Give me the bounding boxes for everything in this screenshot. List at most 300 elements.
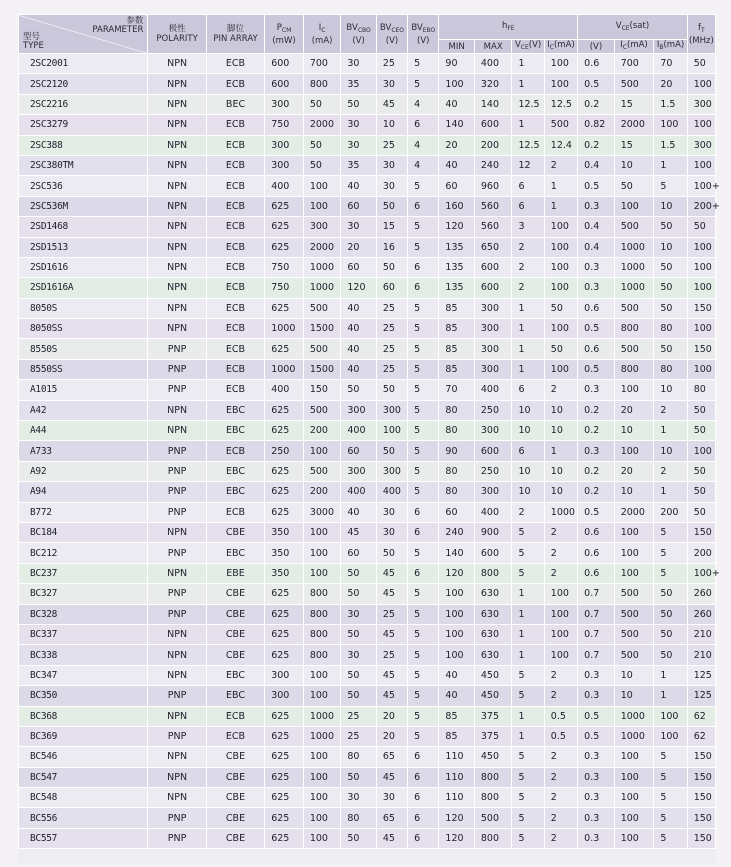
cell-sat-ib: 100	[654, 115, 687, 135]
cell-hfe-ic: 100	[544, 74, 577, 94]
cell-bvcbo: 60	[341, 441, 376, 461]
cell-bvcbo: 45	[341, 522, 376, 542]
cell-ic: 100	[303, 196, 341, 216]
cell-pin-array: ECB	[206, 726, 264, 746]
header-hfe-vce: $V_{CE}(V)$	[512, 40, 544, 54]
cell-ic: 150	[303, 380, 341, 400]
cell-bvcbo: 40	[341, 339, 376, 359]
cell-polarity: NPN	[148, 196, 206, 216]
cell-polarity: NPN	[148, 237, 206, 257]
cell-vce-sat: 0.2	[578, 421, 615, 441]
cell-bvebo: 6	[408, 522, 439, 542]
cell-pcm: 625	[265, 747, 304, 767]
cell-type: 2SC2120	[19, 74, 148, 94]
cell-hfe-min: 90	[439, 441, 474, 461]
cell-type: BC556	[19, 808, 148, 828]
cell-bvcbo: 400	[341, 421, 376, 441]
cell-pcm: 250	[265, 441, 304, 461]
cell-sat-ic: 1000	[614, 278, 654, 298]
header-polarity: 极性 POLARITY	[148, 15, 206, 54]
cell-ic: 50	[303, 155, 341, 175]
cell-sat-ib: 10	[654, 237, 687, 257]
cell-sat-ib: 50	[654, 339, 687, 359]
cell-bvcbo: 30	[341, 604, 376, 624]
cell-hfe-max: 650	[474, 237, 512, 257]
cell-bvceo: 30	[376, 522, 407, 542]
cell-vce-sat: 0.2	[578, 400, 615, 420]
cell-bvebo: 5	[408, 645, 439, 665]
cell-vce-sat: 0.3	[578, 380, 615, 400]
cell-sat-ib: 5	[654, 788, 687, 808]
cell-hfe-max: 140	[474, 94, 512, 114]
cell-sat-ib: 5	[654, 808, 687, 828]
cell-ft: 150	[687, 298, 715, 318]
table-row	[19, 237, 716, 257]
cell-bvcbo: 60	[341, 196, 376, 216]
header-pin-array: 脚位 PIN ARRAY	[206, 15, 264, 54]
cell-pin-array: EBC	[206, 665, 264, 685]
cell-bvcbo: 40	[341, 298, 376, 318]
cell-vce-sat: 0.4	[578, 237, 615, 257]
cell-bvebo: 6	[408, 788, 439, 808]
cell-type: A44	[19, 421, 148, 441]
cell-sat-ic: 50	[614, 176, 654, 196]
cell-pcm: 625	[265, 196, 304, 216]
cell-ic: 800	[303, 645, 341, 665]
cell-type: 2SC536M	[19, 196, 148, 216]
cell-hfe-vce: 5	[512, 543, 544, 563]
cell-sat-ic: 800	[614, 359, 654, 379]
cell-vce-sat: 0.6	[578, 54, 615, 74]
cell-ic: 1000	[303, 257, 341, 277]
cell-pcm: 750	[265, 115, 304, 135]
cell-hfe-ic: 2	[544, 155, 577, 175]
cell-vce-sat: 0.82	[578, 115, 615, 135]
cell-sat-ic: 1000	[614, 706, 654, 726]
cell-pcm: 600	[265, 74, 304, 94]
cell-bvebo: 5	[408, 461, 439, 481]
cell-pcm: 350	[265, 522, 304, 542]
cell-vce-sat: 0.6	[578, 543, 615, 563]
cell-bvebo: 6	[408, 257, 439, 277]
cell-hfe-vce: 5	[512, 808, 544, 828]
cell-hfe-max: 600	[474, 115, 512, 135]
cell-type: 2SC536	[19, 176, 148, 196]
cell-bvcbo: 25	[341, 726, 376, 746]
cell-sat-ic: 800	[614, 319, 654, 339]
table-row	[19, 217, 716, 237]
cell-bvebo: 6	[408, 563, 439, 583]
cell-vce-sat: 0.3	[578, 788, 615, 808]
cell-bvebo: 6	[408, 747, 439, 767]
cell-pcm: 625	[265, 421, 304, 441]
cell-ic: 50	[303, 135, 341, 155]
cell-hfe-vce: 1	[512, 726, 544, 746]
cell-polarity: PNP	[148, 686, 206, 706]
cell-type: B772	[19, 502, 148, 522]
cell-pcm: 625	[265, 237, 304, 257]
cell-hfe-ic: 100	[544, 645, 577, 665]
cell-ft: 150	[687, 828, 715, 848]
cell-hfe-vce: 12.5	[512, 94, 544, 114]
cell-hfe-vce: 5	[512, 686, 544, 706]
cell-ic: 3000	[303, 502, 341, 522]
cell-bvcbo: 50	[341, 828, 376, 848]
cell-hfe-ic: 2	[544, 543, 577, 563]
cell-bvceo: 50	[376, 441, 407, 461]
cell-bvebo: 4	[408, 155, 439, 175]
cell-hfe-max: 300	[474, 421, 512, 441]
cell-sat-ic: 500	[614, 624, 654, 644]
cell-type: BC184	[19, 522, 148, 542]
cell-type: A733	[19, 441, 148, 461]
cell-hfe-vce: 6	[512, 441, 544, 461]
cell-hfe-vce: 1	[512, 584, 544, 604]
cell-bvceo: 25	[376, 339, 407, 359]
cell-vce-sat: 0.5	[578, 502, 615, 522]
cell-hfe-vce: 1	[512, 604, 544, 624]
cell-polarity: NPN	[148, 135, 206, 155]
cell-bvceo: 30	[376, 788, 407, 808]
table-row	[19, 788, 716, 808]
cell-hfe-min: 120	[439, 217, 474, 237]
cell-hfe-ic: 1000	[544, 502, 577, 522]
table-row	[19, 115, 716, 135]
cell-bvcbo: 40	[341, 319, 376, 339]
cell-sat-ib: 50	[654, 217, 687, 237]
cell-pcm: 625	[265, 604, 304, 624]
cell-bvcbo: 20	[341, 237, 376, 257]
cell-pin-array: ECB	[206, 135, 264, 155]
cell-vce-sat: 0.7	[578, 584, 615, 604]
cell-pcm: 750	[265, 278, 304, 298]
cell-sat-ic: 10	[614, 686, 654, 706]
cell-bvceo: 25	[376, 319, 407, 339]
cell-hfe-vce: 5	[512, 522, 544, 542]
cell-hfe-ic: 12.5	[544, 94, 577, 114]
cell-hfe-ic: 2	[544, 563, 577, 583]
cell-bvcbo: 50	[341, 624, 376, 644]
cell-sat-ic: 1000	[614, 237, 654, 257]
cell-ft: 260	[687, 604, 715, 624]
cell-hfe-ic: 2	[544, 767, 577, 787]
cell-ic: 2000	[303, 115, 341, 135]
cell-type: BC557	[19, 828, 148, 848]
cell-pcm: 400	[265, 380, 304, 400]
cell-hfe-ic: 50	[544, 339, 577, 359]
cell-vce-sat: 0.6	[578, 563, 615, 583]
cell-ft: 150	[687, 788, 715, 808]
cell-hfe-min: 140	[439, 115, 474, 135]
cell-bvcbo: 35	[341, 155, 376, 175]
cell-polarity: NPN	[148, 155, 206, 175]
cell-hfe-vce: 1	[512, 339, 544, 359]
cell-pin-array: ECB	[206, 155, 264, 175]
cell-sat-ic: 100	[614, 196, 654, 216]
header-type-cn: 型号	[23, 32, 41, 42]
cell-sat-ib: 10	[654, 380, 687, 400]
cell-bvceo: 25	[376, 135, 407, 155]
cell-sat-ic: 100	[614, 788, 654, 808]
cell-sat-ib: 1	[654, 686, 687, 706]
cell-sat-ic: 10	[614, 665, 654, 685]
cell-bvcbo: 30	[341, 645, 376, 665]
cell-sat-ib: 20	[654, 74, 687, 94]
cell-bvcbo: 50	[341, 767, 376, 787]
cell-hfe-max: 300	[474, 359, 512, 379]
cell-hfe-max: 400	[474, 502, 512, 522]
cell-type: BC548	[19, 788, 148, 808]
cell-pcm: 300	[265, 665, 304, 685]
cell-pcm: 600	[265, 54, 304, 74]
cell-sat-ic: 1000	[614, 257, 654, 277]
cell-sat-ic: 15	[614, 135, 654, 155]
cell-type: 2SD1616A	[19, 278, 148, 298]
table-row	[19, 135, 716, 155]
cell-bvebo: 5	[408, 359, 439, 379]
cell-polarity: NPN	[148, 767, 206, 787]
cell-polarity: NPN	[148, 94, 206, 114]
cell-hfe-min: 100	[439, 624, 474, 644]
cell-ft: 50	[687, 461, 715, 481]
cell-ft: 100	[687, 319, 715, 339]
cell-bvceo: 50	[376, 196, 407, 216]
cell-sat-ib: 50	[654, 257, 687, 277]
cell-type: 8550S	[19, 339, 148, 359]
cell-hfe-vce: 10	[512, 421, 544, 441]
cell-ic: 100	[303, 767, 341, 787]
cell-hfe-min: 70	[439, 380, 474, 400]
cell-bvcbo: 80	[341, 747, 376, 767]
cell-bvceo: 65	[376, 808, 407, 828]
cell-hfe-min: 85	[439, 706, 474, 726]
table-row	[19, 278, 716, 298]
cell-hfe-ic: 2	[544, 380, 577, 400]
table-row	[19, 522, 716, 542]
table-row	[19, 563, 716, 583]
cell-vce-sat: 0.7	[578, 624, 615, 644]
cell-type: BC327	[19, 584, 148, 604]
cell-pcm: 625	[265, 584, 304, 604]
cell-hfe-ic: 100	[544, 604, 577, 624]
cell-polarity: PNP	[148, 726, 206, 746]
cell-ic: 2000	[303, 237, 341, 257]
cell-sat-ic: 10	[614, 482, 654, 502]
cell-ft: 62	[687, 706, 715, 726]
cell-hfe-vce: 10	[512, 461, 544, 481]
cell-hfe-vce: 5	[512, 747, 544, 767]
cell-hfe-vce: 12.5	[512, 135, 544, 155]
cell-bvebo: 5	[408, 237, 439, 257]
cell-hfe-vce: 5	[512, 828, 544, 848]
table-row	[19, 54, 716, 74]
cell-ft: 50	[687, 502, 715, 522]
table-row	[19, 339, 716, 359]
cell-vce-sat: 0.6	[578, 298, 615, 318]
cell-polarity: PNP	[148, 604, 206, 624]
cell-ft: 100+	[687, 563, 715, 583]
cell-pcm: 750	[265, 257, 304, 277]
cell-sat-ic: 20	[614, 400, 654, 420]
cell-pcm: 1000	[265, 359, 304, 379]
cell-bvceo: 45	[376, 665, 407, 685]
table-row	[19, 74, 716, 94]
cell-sat-ib: 1	[654, 421, 687, 441]
header-param-en: PARAMETER	[92, 25, 144, 35]
cell-pin-array: ECB	[206, 257, 264, 277]
cell-hfe-min: 160	[439, 196, 474, 216]
cell-pin-array: ECB	[206, 278, 264, 298]
header-sat-v: (V)	[578, 40, 615, 54]
cell-ft: 150	[687, 808, 715, 828]
cell-ft: 210	[687, 645, 715, 665]
header-bvebo: $BV_{EBO}$ (V)	[408, 15, 439, 54]
cell-hfe-vce: 2	[512, 257, 544, 277]
cell-type: 2SC2216	[19, 94, 148, 114]
cell-ft: 100+	[687, 176, 715, 196]
cell-type: 8050SS	[19, 319, 148, 339]
cell-ft: 100	[687, 359, 715, 379]
cell-vce-sat: 0.3	[578, 828, 615, 848]
cell-bvebo: 5	[408, 543, 439, 563]
cell-bvcbo: 50	[341, 94, 376, 114]
table-row	[19, 359, 716, 379]
cell-hfe-vce: 12	[512, 155, 544, 175]
cell-pin-array: ECB	[206, 441, 264, 461]
cell-pcm: 625	[265, 461, 304, 481]
cell-pin-array: CBE	[206, 645, 264, 665]
cell-pin-array: ECB	[206, 502, 264, 522]
cell-pin-array: CBE	[206, 788, 264, 808]
cell-pcm: 350	[265, 543, 304, 563]
cell-bvebo: 5	[408, 584, 439, 604]
cell-polarity: NPN	[148, 115, 206, 135]
cell-hfe-ic: 100	[544, 319, 577, 339]
cell-ic: 50	[303, 94, 341, 114]
cell-hfe-vce: 1	[512, 74, 544, 94]
cell-vce-sat: 0.6	[578, 522, 615, 542]
cell-ft: 100	[687, 237, 715, 257]
cell-bvebo: 5	[408, 74, 439, 94]
cell-hfe-ic: 2	[544, 828, 577, 848]
cell-hfe-min: 110	[439, 747, 474, 767]
cell-hfe-min: 85	[439, 319, 474, 339]
cell-hfe-ic: 10	[544, 400, 577, 420]
cell-hfe-max: 320	[474, 74, 512, 94]
cell-sat-ib: 5	[654, 828, 687, 848]
cell-ic: 100	[303, 686, 341, 706]
cell-hfe-max: 600	[474, 257, 512, 277]
cell-sat-ic: 500	[614, 584, 654, 604]
cell-type: A42	[19, 400, 148, 420]
cell-type: BC337	[19, 624, 148, 644]
cell-vce-sat: 0.5	[578, 726, 615, 746]
cell-hfe-max: 630	[474, 624, 512, 644]
cell-pin-array: ECB	[206, 298, 264, 318]
cell-polarity: NPN	[148, 624, 206, 644]
cell-polarity: NPN	[148, 706, 206, 726]
cell-ft: 150	[687, 339, 715, 359]
cell-vce-sat: 0.3	[578, 808, 615, 828]
cell-hfe-max: 800	[474, 767, 512, 787]
cell-hfe-min: 80	[439, 482, 474, 502]
cell-type: BC350	[19, 686, 148, 706]
cell-bvcbo: 40	[341, 359, 376, 379]
cell-sat-ic: 100	[614, 767, 654, 787]
cell-hfe-min: 20	[439, 135, 474, 155]
cell-hfe-ic: 10	[544, 461, 577, 481]
cell-hfe-max: 560	[474, 196, 512, 216]
cell-ft: 300	[687, 135, 715, 155]
cell-bvcbo: 300	[341, 461, 376, 481]
header-bvceo: $BV_{CEO}$ (V)	[376, 15, 407, 54]
cell-ft: 50	[687, 400, 715, 420]
cell-ft: 50	[687, 482, 715, 502]
cell-hfe-vce: 2	[512, 237, 544, 257]
cell-ft: 210	[687, 624, 715, 644]
cell-bvcbo: 400	[341, 482, 376, 502]
cell-polarity: NPN	[148, 319, 206, 339]
cell-ft: 50	[687, 217, 715, 237]
cell-hfe-ic: 100	[544, 237, 577, 257]
cell-pcm: 625	[265, 339, 304, 359]
cell-sat-ic: 100	[614, 747, 654, 767]
cell-hfe-max: 630	[474, 604, 512, 624]
cell-ft: 125	[687, 665, 715, 685]
cell-hfe-max: 450	[474, 747, 512, 767]
cell-ic: 100	[303, 747, 341, 767]
cell-bvceo: 50	[376, 543, 407, 563]
cell-ic: 1000	[303, 726, 341, 746]
header-bvcbo: $BV_{CBO}$ (V)	[341, 15, 376, 54]
cell-hfe-max: 300	[474, 339, 512, 359]
table-row	[19, 624, 716, 644]
cell-hfe-max: 800	[474, 788, 512, 808]
cell-bvceo: 20	[376, 726, 407, 746]
cell-hfe-max: 600	[474, 441, 512, 461]
cell-pin-array: CBE	[206, 624, 264, 644]
cell-hfe-ic: 50	[544, 298, 577, 318]
cell-pcm: 625	[265, 482, 304, 502]
cell-bvebo: 6	[408, 196, 439, 216]
cell-hfe-vce: 1	[512, 298, 544, 318]
cell-ic: 1500	[303, 319, 341, 339]
header-hfe-ic: $I_C(mA)$	[544, 40, 577, 54]
table-row	[19, 380, 716, 400]
cell-hfe-vce: 1	[512, 54, 544, 74]
cell-hfe-max: 300	[474, 319, 512, 339]
cell-hfe-min: 85	[439, 298, 474, 318]
cell-hfe-max: 800	[474, 563, 512, 583]
cell-bvceo: 30	[376, 176, 407, 196]
header-ft: $f_T$ (MHz)	[687, 15, 715, 54]
cell-hfe-max: 400	[474, 380, 512, 400]
cell-sat-ib: 1.5	[654, 94, 687, 114]
cell-bvcbo: 30	[341, 217, 376, 237]
cell-pin-array: ECB	[206, 54, 264, 74]
cell-pin-array: ECB	[206, 74, 264, 94]
cell-hfe-max: 600	[474, 278, 512, 298]
cell-hfe-min: 240	[439, 522, 474, 542]
cell-hfe-ic: 100	[544, 278, 577, 298]
cell-polarity: NPN	[148, 54, 206, 74]
cell-pin-array: ECB	[206, 176, 264, 196]
cell-sat-ic: 2000	[614, 115, 654, 135]
cell-sat-ib: 1	[654, 155, 687, 175]
cell-hfe-max: 450	[474, 686, 512, 706]
cell-ic: 800	[303, 624, 341, 644]
cell-bvebo: 5	[408, 441, 439, 461]
